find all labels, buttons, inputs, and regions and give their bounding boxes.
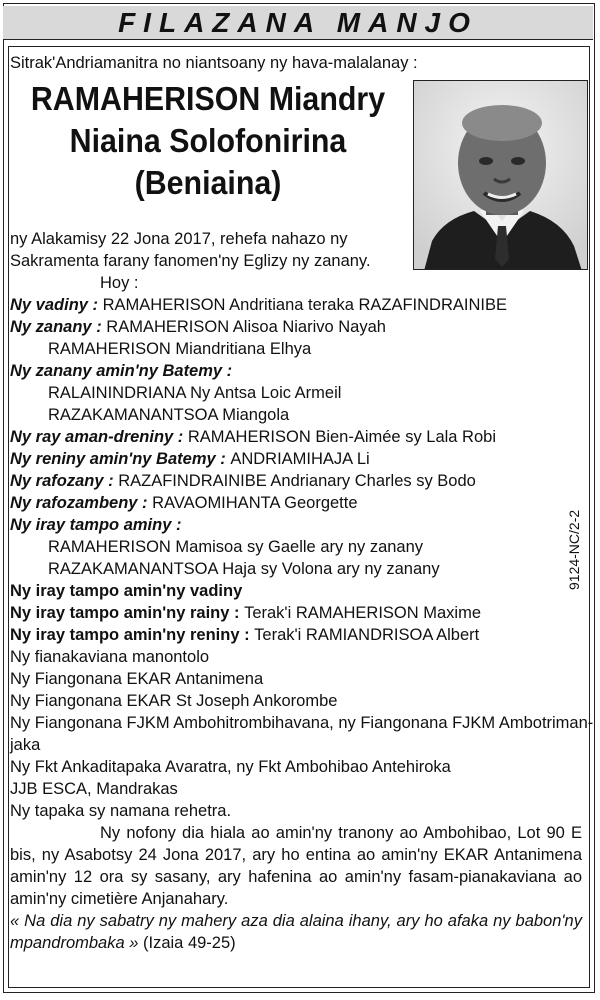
mourner-line: jaka [10, 736, 41, 754]
family-line: Ny rafozany : RAZAFINDRAINIBE Andrianary Charles sy Bodo [10, 472, 476, 490]
mourner-line: Ny fianakaviana manontolo [10, 648, 210, 666]
burial-details: Ny nofony dia hiala ao amin'ny tranony ao Ambohibao, Lot 90 E bis, ny Asabotsy 24 Jona 2017, ary ho entina ao amin'ny EKAR Antanimena amin'ny 12 ora sy sasany, ary hafenina ao amin'ny fasam-pianakaviana ao amin'ny cimetière Anjanahary. [10, 824, 582, 908]
date-line-1: ny Alakamisy 22 Jona 2017, rehefa nahazo ny [10, 230, 348, 248]
family-line: RAZAKAMANANTSOA Miangola [48, 406, 290, 424]
portrait-image [414, 81, 588, 270]
date-line-2: Sakramenta farany fanomen'ny Eglizy ny zanany. [10, 252, 371, 270]
family-line: Ny vadiny : RAMAHERISON Andritiana teraka RAZAFINDRAINIBE [10, 296, 507, 314]
mourner-line: JJB ESCA, Mandrakas [10, 780, 178, 798]
family-line: RAZAKAMANANTSOA Haja sy Volona ary ny zanany [48, 560, 440, 578]
family-line: Ny rafozambeny : RAVAOMIHANTA Georgette [10, 494, 358, 512]
family-line: Ny ray aman-dreniny : RAMAHERISON Bien-Aimée sy Lala Robi [10, 428, 496, 446]
family-line: Ny reniny amin'ny Batemy : ANDRIAMIHAJA Li [10, 450, 370, 468]
family-line: RAMAHERISON Miandritiana Elhya [48, 340, 312, 358]
family-line: Ny iray tampo amin'ny vadiny [10, 582, 243, 600]
mourner-line: Ny tapaka sy namana rehetra. [10, 802, 232, 820]
mourner-line: Ny Fiangonana FJKM Ambohitrombihavana, ny Fiangonana FJKM Ambotriman- [10, 714, 594, 732]
deceased-portrait [413, 80, 588, 270]
scripture-quote: « Na dia ny sabatry ny mahery aza dia alaina ihany, ary ho afaka ny babon'ny mpandrombaka » (Izaia 49-25) [10, 912, 582, 952]
mourner-line: Ny Fiangonana EKAR Antanimena [10, 670, 264, 688]
family-line: Ny iray tampo aminy : [10, 516, 182, 534]
deceased-nickname: (Beniaina) [134, 164, 282, 201]
banner-title: FILAZANA MANJO [118, 6, 478, 38]
hoy-label: Hoy : [100, 274, 139, 292]
family-line: Ny iray tampo amin'ny reniny : Terak'i RAMIANDRISOA Albert [10, 626, 480, 644]
family-line: RALAININDRIANA Ny Antsa Loic Armeil [48, 384, 342, 402]
reference-code: 9124-NC/2-2 [566, 509, 582, 590]
intro-text: Sitrak'Andriamanitra no niantsoany ny hava-malalanay : [10, 54, 418, 72]
family-line: Ny zanany amin'ny Batemy : [10, 362, 233, 380]
mourner-line: Ny Fiangonana EKAR St Joseph Ankorombe [10, 692, 338, 710]
deceased-name-line-1: RAMAHERISON Miandry [30, 80, 386, 117]
mourner-line: Ny Fkt Ankaditapaka Avaratra, ny Fkt Ambohibao Antehiroka [10, 758, 451, 776]
family-line: Ny iray tampo amin'ny rainy : Terak'i RAMAHERISON Maxime [10, 604, 482, 622]
family-line: RAMAHERISON Mamisoa sy Gaelle ary ny zanany [48, 538, 424, 556]
family-line: Ny zanany : RAMAHERISON Alisoa Niarivo Nayah [10, 318, 386, 336]
notice-banner [3, 6, 593, 40]
deceased-name-line-2: Niaina Solofonirina [69, 122, 347, 159]
